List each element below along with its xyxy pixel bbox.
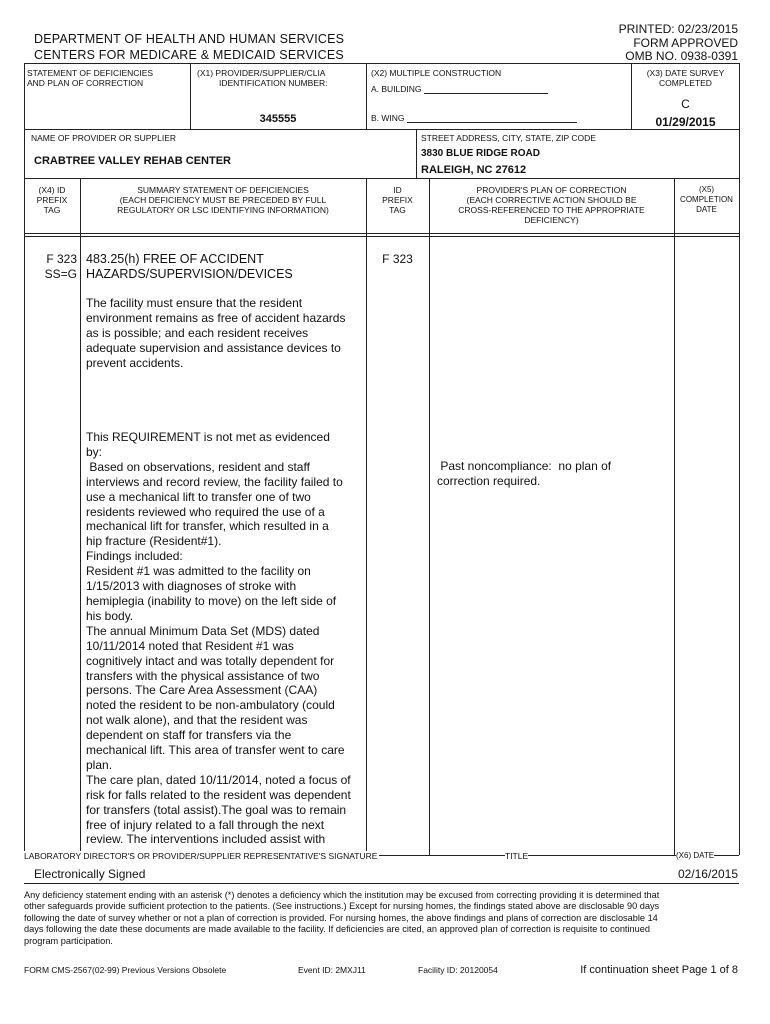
regulation-text: The facility must ensure that the resident environment remains as free of accident hazards as is possible; and each resident receives adequate supervision and assistance devices to prevent accidents. bbox=[86, 296, 346, 370]
statement-label: STATEMENT OF DEFICIENCIES AND PLAN OF CORRECTION bbox=[27, 68, 154, 88]
provider-name: CRABTREE VALLEY REHAB CENTER bbox=[34, 155, 231, 167]
plan-of-correction: Past noncompliance: no plan of correction required. bbox=[437, 459, 612, 488]
address-line-2: RALEIGH, NC 27612 bbox=[421, 164, 527, 176]
id-header: ID PREFIX TAG bbox=[382, 185, 413, 215]
deficiency-tag: F 323 bbox=[46, 252, 77, 266]
severity-code: SS=G bbox=[44, 267, 77, 281]
survey-letter: C bbox=[681, 97, 690, 111]
x4-header: (X4) ID PREFIX TAG bbox=[36, 185, 68, 215]
form-number: FORM CMS-2567(02-99) Previous Versions Obsolete bbox=[24, 965, 227, 975]
omb-number: OMB NO. 0938-0391 bbox=[625, 49, 738, 63]
provider-id: 345555 bbox=[259, 113, 297, 125]
disclaimer: Any deficiency statement ending with an asterisk (*) denotes a deficiency which the institution may be excused from correcting providing it is determined that other safeguards provide sufficient protection to the patients. (See instructions.) Except for nursing homes, the findings stated above are disclosable 90 days following the date of survey whether or not a plan of correction is provided. For nursing homes, the above findings and plans of correction are disclosable 14 days following the date these documents are made available to the facility. If deficiencies are cited, an approved plan of correction is requisite to continued program participation. bbox=[24, 890, 660, 946]
title-label: TITLE bbox=[505, 851, 529, 861]
signature-label: LABORATORY DIRECTOR'S OR PROVIDER/SUPPLIER REPRESENTATIVE'S SIGNATURE bbox=[24, 851, 378, 861]
address-line-1: 3830 BLUE RIDGE ROAD bbox=[421, 148, 540, 159]
department-name: DEPARTMENT OF HEALTH AND HUMAN SERVICES bbox=[34, 32, 345, 46]
agency-name: CENTERS FOR MEDICARE & MEDICAID SERVICES bbox=[34, 48, 344, 62]
plan-header: PROVIDER'S PLAN OF CORRECTION (EACH CORRECTIVE ACTION SHOULD BE CROSS-REFERENCED TO THE APPROPRIATE DEFICIENCY) bbox=[458, 185, 645, 225]
summary-header: SUMMARY STATEMENT OF DEFICIENCIES (EACH DEFICIENCY MUST BE PRECEDED BY FULL REGULATORY OR LSC IDENTIFYING INFORMATION) bbox=[117, 185, 329, 215]
x5-header: (X5) COMPLETION DATE bbox=[680, 185, 733, 214]
x2-label: (X2) MULTIPLE CONSTRUCTION bbox=[371, 68, 502, 78]
signature-date: 02/16/2015 bbox=[677, 867, 738, 881]
building-field: A. BUILDING bbox=[371, 84, 548, 94]
signature-value: Electronically Signed bbox=[34, 867, 146, 881]
event-id: Event ID: 2MXJ11 bbox=[298, 965, 366, 975]
printed-date: PRINTED: 02/23/2015 bbox=[618, 22, 738, 36]
x1-label: (X1) PROVIDER/SUPPLIER/CLIA IDENTIFICATION NUMBER: bbox=[197, 68, 328, 88]
wing-field: B. WING bbox=[371, 113, 577, 123]
deficiency-title: 483.25(h) FREE OF ACCIDENT HAZARDS/SUPERVISION/DEVICES bbox=[86, 252, 293, 281]
address-label: STREET ADDRESS, CITY, STATE, ZIP CODE bbox=[421, 133, 596, 143]
provider-name-label: NAME OF PROVIDER OR SUPPLIER bbox=[31, 133, 176, 143]
findings-text: This REQUIREMENT is not met as evidenced by: Based on observations, resident and staff interviews and record review, the facility failed to use a mechanical lift to transfer one of two residents reviewed who required the use of a mechanical lift for transfer, which resulted in a hip fracture (Resident#1). Findings included: Resident #1 was admitted to the facility on 1/15/2013 with diagnoses of stroke with hemiplegia (inability to move) on the left side of his body. The annual Minimum Data Set (MDS) dated 10/11/2014 noted that Resident #1 was cognitively intact and was totally dependent for transfers with the physical assistance of two persons. The Care Area Assessment (CAA) noted the resident to be non-ambulatory (could not walk alone), and that the resident was dependent on staff for transfers via the mechanical lift. This area of transfer went to care plan. The care plan, dated 10/11/2014, noted a focus of risk for falls related to the resident was dependent for transfers (total assist).The goal was to remain free of injury related to a fall through the next review. The interventions included assist with bbox=[86, 430, 351, 847]
x6-date-label: (X6) DATE bbox=[676, 851, 715, 860]
x3-label: (X3) DATE SURVEY COMPLETED bbox=[646, 68, 725, 88]
plan-tag: F 323 bbox=[382, 252, 413, 266]
page-indicator: If continuation sheet Page 1 of 8 bbox=[580, 964, 738, 976]
facility-id: Facility ID: 20120054 bbox=[418, 965, 498, 975]
survey-date: 01/29/2015 bbox=[655, 115, 716, 129]
form-approved: FORM APPROVED bbox=[633, 36, 738, 50]
